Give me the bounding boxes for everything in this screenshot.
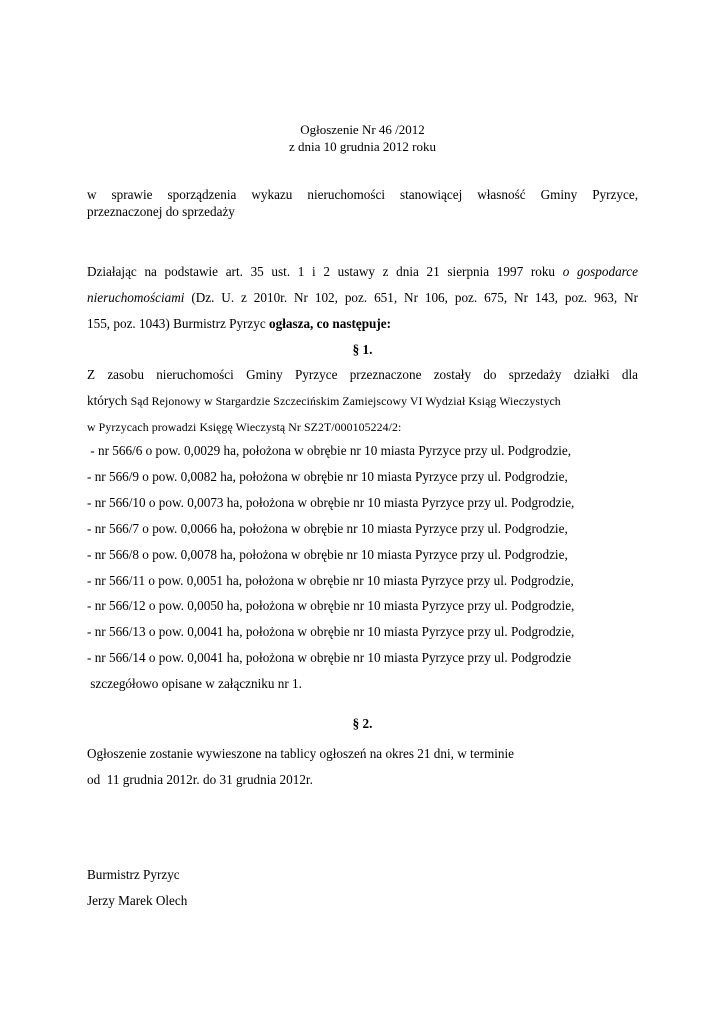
intro-line-3 (87, 311, 638, 337)
intro-line-1-text: Działając na podstawie art. 35 ust. 1 i 2 ustawy z dnia 21 sierpnia 1997 roku (87, 264, 556, 279)
announcement-date: z dnia 10 grudnia 2012 roku (289, 139, 436, 154)
announcement-header (0, 121, 725, 155)
signature-block (87, 862, 638, 914)
announces-phrase: ogłasza, co następuje: (269, 316, 392, 331)
intro-line-1 (87, 259, 638, 285)
section-2-line-2: od 11 grudnia 2012r. do 31 grudnia 2012r. (87, 772, 313, 787)
act-title-part-1: o gospodarce (562, 264, 639, 279)
parcel-item: - nr 566/10 o pow. 0,0073 ha, położona w obrębie nr 10 miasta Pyrzyce przy ul. Podgrodzie, (87, 494, 575, 510)
section-1-heading (87, 337, 638, 363)
subject-line-1: w sprawie sporządzenia wykazu nieruchomości stanowiącej własność Gminy Pyrzyce, (87, 187, 638, 202)
parcel-list (87, 438, 638, 697)
parcel-item: - nr 566/6 o pow. 0,0029 ha, położona w obrębie nr 10 miasta Pyrzyce przy ul. Podgrodzie, (87, 443, 572, 458)
parcel-item: - nr 566/14 o pow. 0,0041 ha, położona w obrębie nr 10 miasta Pyrzyce przy ul. Podgrodzie (87, 650, 572, 666)
subject-paragraph (87, 186, 638, 220)
intro-line-2 (87, 285, 638, 311)
section-2-line-1: Ogłoszenie zostanie wywieszone na tablicy ogłoszeń na okres 21 dni, w terminie (87, 746, 515, 761)
section-1-body (87, 362, 638, 440)
court-name: Sąd Rejonowy w Stargardzie Szczecińskim Zamiejscowy VI Wydział Ksiąg Wieczystych (130, 394, 561, 408)
signature-name: Jerzy Marek Olech (87, 893, 188, 908)
parcel-item: - nr 566/9 o pow. 0,0082 ha, położona w obrębie nr 10 miasta Pyrzyce przy ul. Podgrodzie, (87, 468, 568, 484)
parcel-item: - nr 566/8 o pow. 0,0078 ha, położona w obrębie nr 10 miasta Pyrzyce przy ul. Podgrodzie, (87, 546, 568, 562)
parcel-item: - nr 566/7 o pow. 0,0066 ha, położona w obrębie nr 10 miasta Pyrzyce przy ul. Podgrodzie, (87, 520, 568, 536)
section-2-heading (87, 714, 638, 734)
announcement-title: Ogłoszenie Nr 46 /2012 (300, 122, 425, 137)
attachment-note: szczegółowo opisane w załączniku nr 1. (87, 676, 302, 692)
signature-role: Burmistrz Pyrzyc (87, 867, 180, 882)
section-2-body (87, 741, 638, 793)
land-register-line: w Pyrzycach prowadzi Księgę Wieczystą Nr SZ2T/000105224/2: (87, 420, 402, 434)
parcel-item: - nr 566/12 o pow. 0,0050 ha, położona w obrębie nr 10 miasta Pyrzyce przy ul. Podgrodzie, (87, 598, 575, 614)
section-1-heading-text: § 1. (352, 342, 373, 357)
section-1-line-2-text: których (87, 393, 128, 408)
section-1-line-2 (87, 388, 638, 414)
section-2-heading-text: § 2. (352, 716, 373, 731)
intro-line-2-text: (Dz. U. z 2010r. Nr 102, poz. 651, Nr 106, poz. 675, Nr 143, poz. 963, Nr (191, 290, 639, 305)
parcel-item: - nr 566/11 o pow. 0,0051 ha, położona w obrębie nr 10 miasta Pyrzyce przy ul. Podgrodzie, (87, 572, 574, 588)
parcel-item: - nr 566/13 o pow. 0,0041 ha, położona w obrębie nr 10 miasta Pyrzyce przy ul. Podgrodzie, (87, 624, 575, 640)
intro-line-3-text: 155, poz. 1043) Burmistrz Pyrzyc (87, 316, 266, 331)
section-1-line-1: Z zasobu nieruchomości Gminy Pyrzyce przeznaczone zostały do sprzedaży działki dla (87, 367, 638, 382)
intro-paragraph (87, 259, 638, 337)
subject-line-2: przeznaczonej do sprzedaży (87, 204, 235, 219)
act-title-part-2: nieruchomościami (87, 290, 185, 305)
